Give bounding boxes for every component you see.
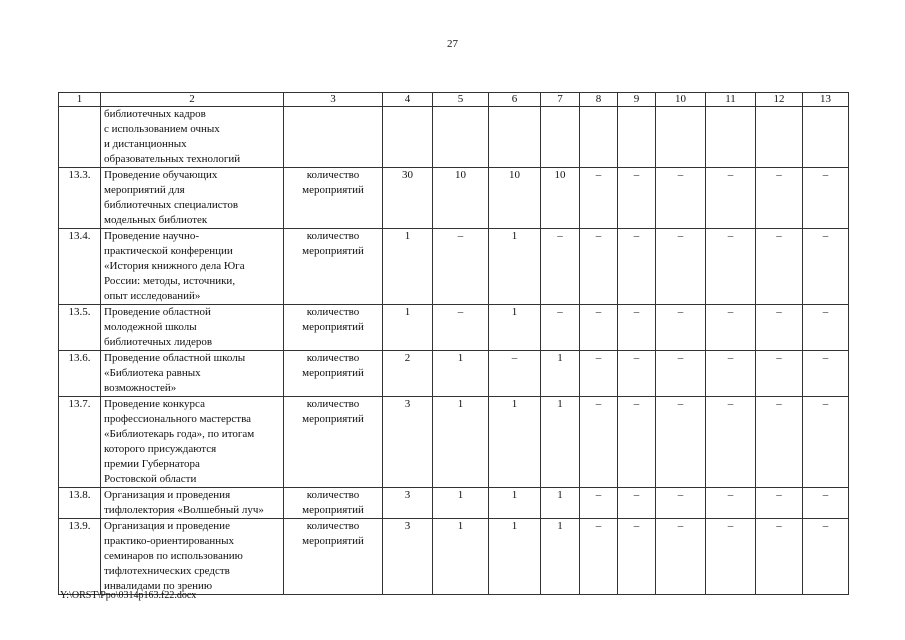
value-cell-col-6: 10 — [489, 168, 541, 229]
value-cell-col-10: – — [656, 397, 706, 488]
value-cell-col-6: 1 — [489, 397, 541, 488]
column-header-10: 10 — [656, 93, 706, 107]
value-cell-col-4: 1 — [383, 229, 433, 305]
measure-unit — [284, 107, 383, 168]
value-cell-col-9: – — [618, 519, 656, 595]
value-cell-col-10: – — [656, 229, 706, 305]
value-cell-col-5: – — [433, 305, 489, 351]
measure-name-line: возможностей» — [104, 382, 177, 394]
measure-name-line: Организация и проведение — [104, 520, 230, 532]
value-cell-col-10 — [656, 107, 706, 168]
measure-name-line: Ростовской области — [104, 473, 197, 485]
value-cell-col-11: – — [706, 488, 756, 519]
value-cell-col-12: – — [756, 229, 803, 305]
measure-unit — [284, 351, 383, 397]
file-path-footer: Y:\ORST\Ppo\0314p163.f22.docx — [60, 590, 197, 601]
value-cell-col-10: – — [656, 305, 706, 351]
value-cell-col-9: – — [618, 229, 656, 305]
value-cell-col-11 — [706, 107, 756, 168]
measure-unit-line: количество — [306, 230, 360, 242]
value-cell-col-9: – — [618, 305, 656, 351]
measure-name — [101, 351, 284, 397]
value-cell-col-8: – — [580, 168, 618, 229]
value-cell-col-12: – — [756, 397, 803, 488]
measure-name-line: «Библиотекарь года», по итогам — [104, 428, 255, 440]
column-header-8: 8 — [580, 93, 618, 107]
measure-unit — [284, 488, 383, 519]
row-number: 13.7. — [59, 397, 101, 488]
measure-name-line: профессионального мастерства — [104, 413, 252, 425]
measure-name-line: Проведение конкурса — [104, 398, 205, 410]
measure-unit-line: мероприятий — [302, 504, 364, 516]
value-cell-col-4: 2 — [383, 351, 433, 397]
measure-unit-line: мероприятий — [302, 321, 364, 333]
column-header-11: 11 — [706, 93, 756, 107]
value-cell-col-12: – — [756, 519, 803, 595]
measure-name-line: Организация и проведения — [104, 489, 231, 501]
measure-name-line: библиотечных кадров — [104, 108, 206, 120]
value-cell-col-7: 1 — [541, 397, 580, 488]
table-row — [59, 107, 849, 168]
measure-unit — [284, 305, 383, 351]
value-cell-col-4 — [383, 107, 433, 168]
value-cell-col-13: – — [803, 168, 849, 229]
value-cell-col-4: 30 — [383, 168, 433, 229]
value-cell-col-4: 1 — [383, 305, 433, 351]
measure-name-line: Проведение областной — [104, 306, 211, 318]
value-cell-col-7: – — [541, 305, 580, 351]
column-header-13: 13 — [803, 93, 849, 107]
column-header-6: 6 — [489, 93, 541, 107]
value-cell-col-7: 10 — [541, 168, 580, 229]
row-number: 13.9. — [59, 519, 101, 595]
measure-name-line: опыт исследований» — [104, 290, 201, 302]
value-cell-col-7 — [541, 107, 580, 168]
measure-unit-line: количество — [306, 489, 360, 501]
value-cell-col-8: – — [580, 519, 618, 595]
measure-name-line: семинаров по использованию — [104, 550, 243, 562]
measures-table — [58, 92, 849, 595]
measure-name-line: практической конференции — [104, 245, 233, 257]
measure-unit-line: мероприятий — [302, 367, 364, 379]
value-cell-col-6 — [489, 107, 541, 168]
value-cell-col-10: – — [656, 519, 706, 595]
value-cell-col-13: – — [803, 488, 849, 519]
measure-name-line: с использованием очных — [104, 123, 220, 135]
value-cell-col-9: – — [618, 397, 656, 488]
measure-unit — [284, 397, 383, 488]
measure-name-line: России: методы, источники, — [104, 275, 236, 287]
measure-name-line: премии Губернатора — [104, 458, 200, 470]
measure-name — [101, 488, 284, 519]
value-cell-col-8: – — [580, 351, 618, 397]
column-header-12: 12 — [756, 93, 803, 107]
measure-name-line: мероприятий для — [104, 184, 185, 196]
value-cell-col-13: – — [803, 229, 849, 305]
value-cell-col-12 — [756, 107, 803, 168]
measure-name — [101, 229, 284, 305]
value-cell-col-6: – — [489, 351, 541, 397]
value-cell-col-7: 1 — [541, 519, 580, 595]
measure-unit — [284, 229, 383, 305]
measure-name-line: библиотечных специалистов — [104, 199, 239, 211]
measure-unit-line: мероприятий — [302, 535, 364, 547]
measure-unit-line: количество — [306, 169, 360, 181]
value-cell-col-6: 1 — [489, 305, 541, 351]
value-cell-col-5 — [433, 107, 489, 168]
measure-name — [101, 107, 284, 168]
value-cell-col-11: – — [706, 229, 756, 305]
measure-name-line: Проведение научно- — [104, 230, 199, 242]
measure-name-line: и дистанционных — [104, 138, 187, 150]
measure-name-line: тифлолектория «Волшебный луч» — [104, 504, 264, 516]
value-cell-col-8: – — [580, 305, 618, 351]
measure-name-line: практико-ориентированных — [104, 535, 235, 547]
measure-unit — [284, 168, 383, 229]
value-cell-col-7: 1 — [541, 351, 580, 397]
table-body — [59, 107, 849, 595]
value-cell-col-12: – — [756, 305, 803, 351]
value-cell-col-13: – — [803, 305, 849, 351]
value-cell-col-11: – — [706, 351, 756, 397]
table-row — [59, 229, 849, 305]
column-header-1: 1 — [59, 93, 101, 107]
value-cell-col-11: – — [706, 397, 756, 488]
value-cell-col-5: – — [433, 229, 489, 305]
row-number: 13.8. — [59, 488, 101, 519]
value-cell-col-4: 3 — [383, 397, 433, 488]
measure-unit-line: количество — [306, 398, 360, 410]
value-cell-col-10: – — [656, 168, 706, 229]
table-header-row — [59, 93, 849, 107]
value-cell-col-8: – — [580, 229, 618, 305]
value-cell-col-5: 1 — [433, 351, 489, 397]
measure-unit-line: количество — [306, 306, 360, 318]
measure-name-line: инвалидами по зрению — [104, 580, 213, 592]
value-cell-col-13: – — [803, 351, 849, 397]
measure-name-line: Проведение областной школы — [104, 352, 246, 364]
table-row — [59, 519, 849, 595]
measure-name-line: образовательных технологий — [104, 153, 241, 165]
table-row — [59, 168, 849, 229]
table-row — [59, 305, 849, 351]
column-header-7: 7 — [541, 93, 580, 107]
value-cell-col-13: – — [803, 397, 849, 488]
table-row — [59, 488, 849, 519]
value-cell-col-12: – — [756, 488, 803, 519]
measure-unit-line: мероприятий — [302, 245, 364, 257]
value-cell-col-5: 10 — [433, 168, 489, 229]
row-number: 13.4. — [59, 229, 101, 305]
table-row — [59, 397, 849, 488]
measure-name-line: библиотечных лидеров — [104, 336, 213, 348]
value-cell-col-13: – — [803, 519, 849, 595]
value-cell-col-7: – — [541, 229, 580, 305]
value-cell-col-6: 1 — [489, 488, 541, 519]
measure-name-line: молодежной школы — [104, 321, 197, 333]
row-number — [59, 107, 101, 168]
column-header-2: 2 — [101, 93, 284, 107]
column-header-3: 3 — [284, 93, 383, 107]
measure-unit-line: мероприятий — [302, 184, 364, 196]
measure-unit-line: количество — [306, 352, 360, 364]
value-cell-col-6: 1 — [489, 519, 541, 595]
column-header-4: 4 — [383, 93, 433, 107]
row-number: 13.3. — [59, 168, 101, 229]
value-cell-col-8: – — [580, 397, 618, 488]
measure-unit — [284, 519, 383, 595]
value-cell-col-9 — [618, 107, 656, 168]
value-cell-col-8: – — [580, 488, 618, 519]
value-cell-col-4: 3 — [383, 488, 433, 519]
column-header-9: 9 — [618, 93, 656, 107]
page-number: 27 — [447, 38, 458, 50]
measure-name-line: модельных библиотек — [104, 214, 208, 226]
value-cell-col-13 — [803, 107, 849, 168]
value-cell-col-9: – — [618, 351, 656, 397]
measure-name-line: «История книжного дела Юга — [104, 260, 245, 272]
measure-name — [101, 305, 284, 351]
value-cell-col-10: – — [656, 351, 706, 397]
measure-name-line: «Библиотека равных — [104, 367, 201, 379]
value-cell-col-12: – — [756, 351, 803, 397]
value-cell-col-5: 1 — [433, 488, 489, 519]
value-cell-col-6: 1 — [489, 229, 541, 305]
measure-name-line: Проведение обучающих — [104, 169, 218, 181]
table-row — [59, 351, 849, 397]
value-cell-col-11: – — [706, 519, 756, 595]
row-number: 13.6. — [59, 351, 101, 397]
value-cell-col-11: – — [706, 305, 756, 351]
measure-unit-line: количество — [306, 520, 360, 532]
row-number: 13.5. — [59, 305, 101, 351]
value-cell-col-10: – — [656, 488, 706, 519]
measure-name-line: тифлотехнических средств — [104, 565, 230, 577]
measure-name — [101, 397, 284, 488]
value-cell-col-9: – — [618, 168, 656, 229]
column-header-5: 5 — [433, 93, 489, 107]
value-cell-col-11: – — [706, 168, 756, 229]
value-cell-col-4: 3 — [383, 519, 433, 595]
measure-unit-line: мероприятий — [302, 413, 364, 425]
value-cell-col-9: – — [618, 488, 656, 519]
measure-name-line: которого присуждаются — [104, 443, 217, 455]
value-cell-col-7: 1 — [541, 488, 580, 519]
value-cell-col-12: – — [756, 168, 803, 229]
value-cell-col-8 — [580, 107, 618, 168]
value-cell-col-5: 1 — [433, 397, 489, 488]
value-cell-col-5: 1 — [433, 519, 489, 595]
measure-name — [101, 168, 284, 229]
measure-name — [101, 519, 284, 595]
